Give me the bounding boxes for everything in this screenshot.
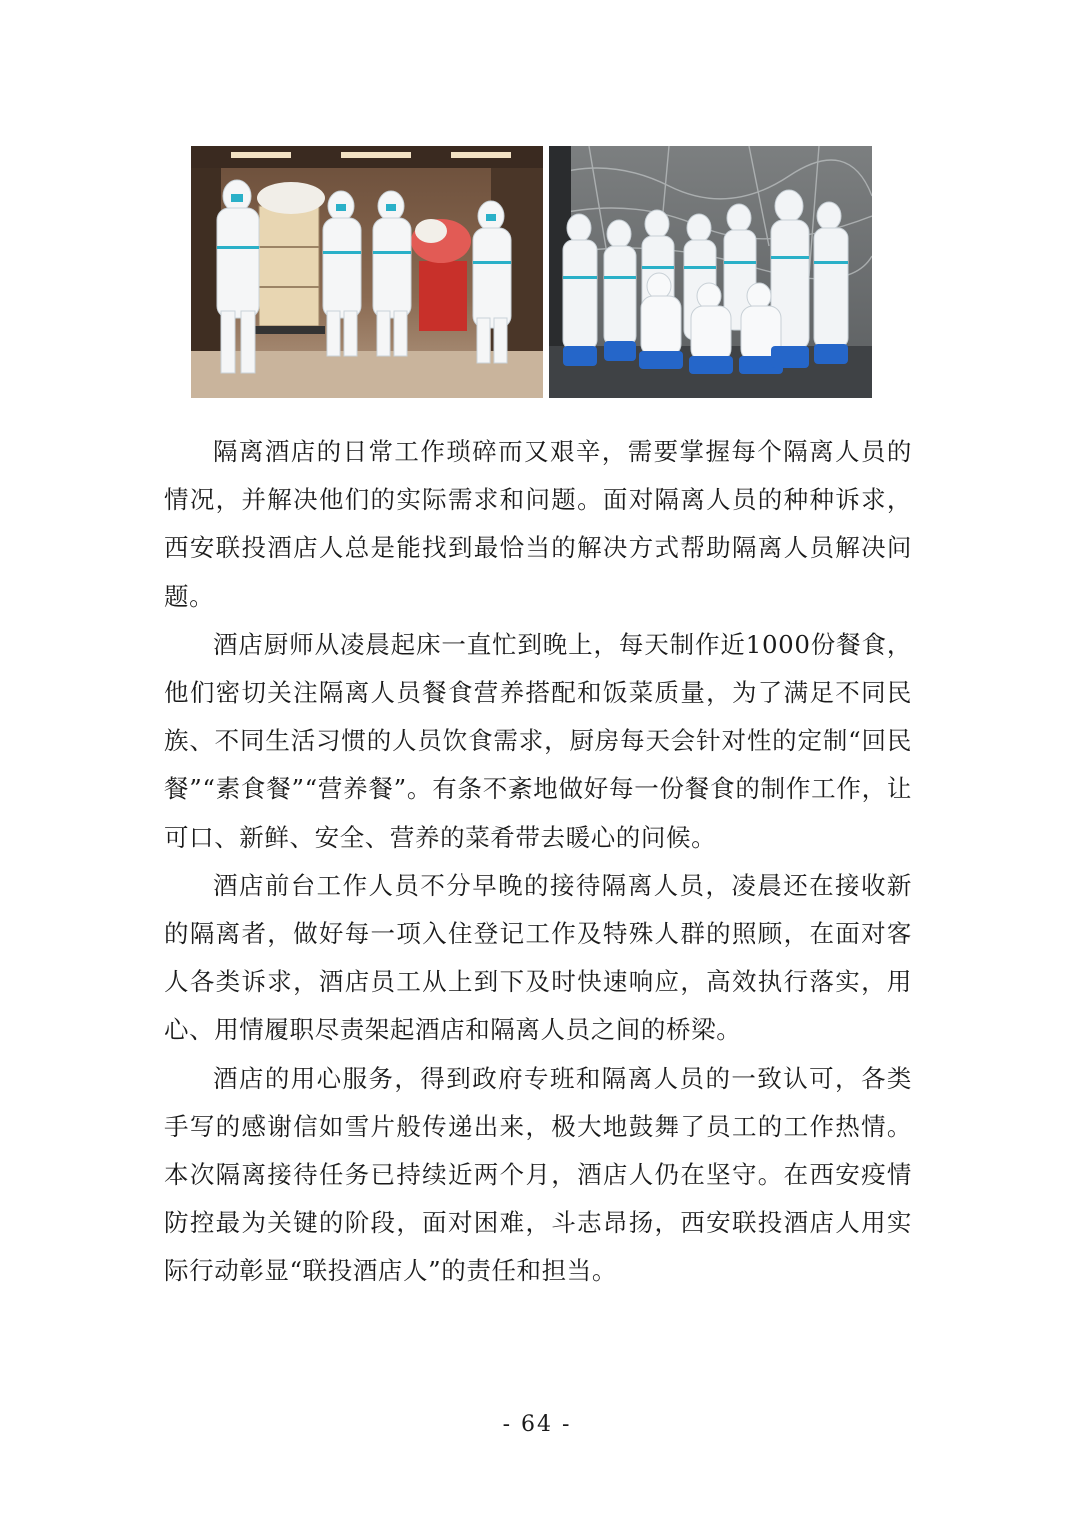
paragraph-2: 酒店厨师从凌晨起床一直忙到晚上，每天制作近1000份餐食，他们密切关注隔离人员餐食营养搭配和饭菜质量，为了满足不同民族、不同生活习惯的人员饮食需求，厨房每天会针对性的定制“回民餐”“素食餐”“营养餐”。有条不紊地做好每一份餐食的制作工作，让可口、新鲜、安全、营养的菜肴带去暖心的问候。 [164, 629, 912, 852]
article-body [164, 428, 912, 1296]
photo-staff-group [549, 146, 872, 398]
photo-staff-with-carts [191, 146, 543, 398]
paragraph-1: 隔离酒店的日常工作琐碎而又艰辛，需要掌握每个隔离人员的情况，并解决他们的实际需求和问题。面对隔离人员的种种诉求，西安联投酒店人总是能找到最恰当的解决方式帮助隔离人员解决问题。 [164, 437, 912, 611]
photo-staff-group-drawing [549, 146, 872, 398]
page-number: - 64 - [502, 1412, 572, 1437]
paragraph-4: 酒店的用心服务，得到政府专班和隔离人员的一致认可，各类手写的感谢信如雪片般传递出来，极大地鼓舞了员工的工作热情。本次隔离接待任务已持续近两个月，酒店人仍在坚守。在西安疫情防控最为关键的阶段，面对困难，斗志昂扬，西安联投酒店人用实际行动彰显“联投酒店人”的责任和担当。 [164, 1063, 912, 1286]
paragraph-3: 酒店前台工作人员不分早晚的接待隔离人员，凌晨还在接收新的隔离者，做好每一项入住登记工作及特殊人群的照顾，在面对客人各类诉求，酒店员工从上到下及时快速响应，高效执行落实，用心、用情履职尽责架起酒店和隔离人员之间的桥梁。 [164, 870, 912, 1045]
photo-staff-with-carts-drawing [191, 146, 543, 398]
